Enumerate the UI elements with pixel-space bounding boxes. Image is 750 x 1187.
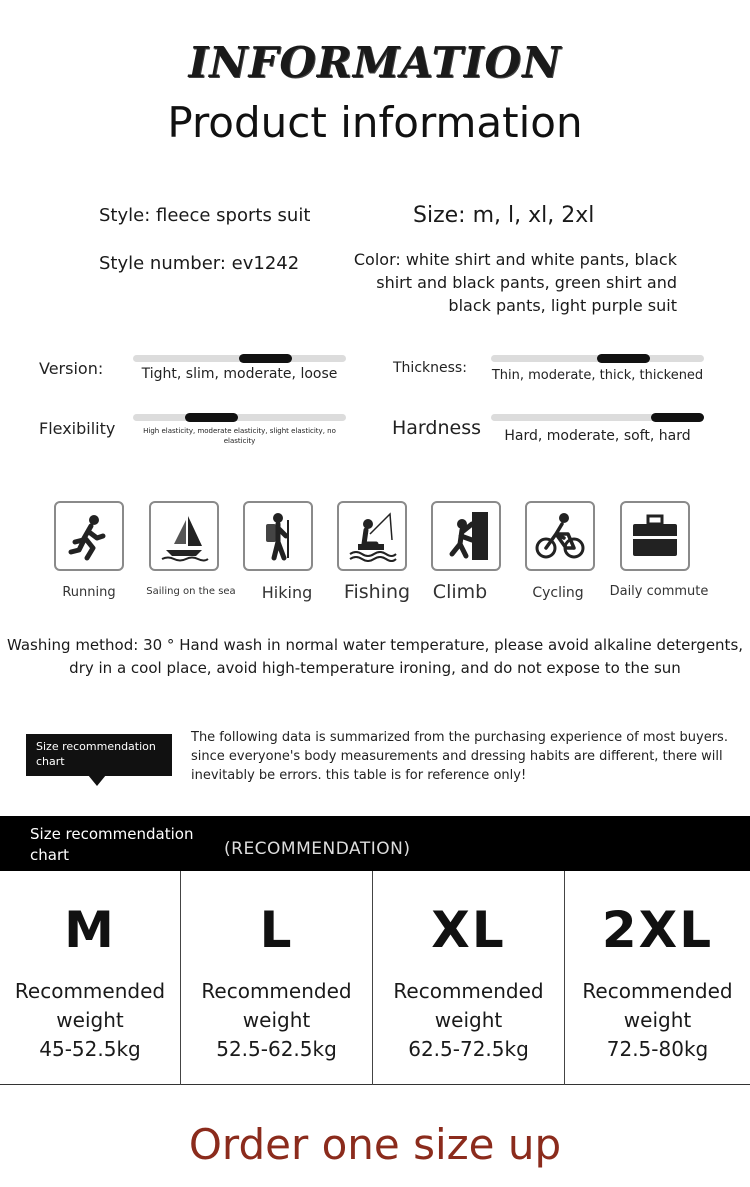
washing-method: Washing method: 30 ° Hand wash in normal water temperature, please avoid alkaline detergents, dry in a cool place, avoid high-temperature ironing, and do not expose to the sun [6,636,744,677]
weight-label: weight [623,1008,692,1032]
size-letter: XL [431,901,506,959]
flexibility-options: High elasticity, moderate elasticity, slight elasticity, no elasticity [143,427,336,445]
size-cell-l [180,871,372,1085]
hardness-scale [491,414,704,421]
size-grid [0,871,750,1085]
size-letter: M [64,901,116,959]
recommended-weight [181,977,372,1064]
activity-label-sailing: Sailing on the sea [146,586,236,597]
size-chart-header [0,816,750,871]
flexibility-track [133,414,346,421]
recommended-label: Recommended [201,979,352,1003]
size-letter: 2XL [601,901,714,959]
hardness-options: Hard, moderate, soft, hard [504,428,691,444]
briefcase-icon [620,501,690,571]
activity-label-cycling: Cycling [532,585,584,601]
weight-range: 72.5-80kg [606,1037,709,1061]
version-level [239,354,292,363]
thickness-options: Thin, moderate, thick, thickened [491,368,704,383]
sailing-icon [149,501,219,571]
size-cell-m [0,871,180,1085]
thickness-level [597,354,650,363]
hardness-track [491,414,704,421]
flexibility-level [185,413,238,422]
recommended-weight [565,977,750,1064]
thickness-track [491,355,704,362]
hardness-level [651,413,704,422]
size-recommendation-tag: Size recommendation chart [26,734,172,776]
color-text: Color: white shirt and white pants, black shirt and black pants, green shirt and black pants, light purple suit [353,250,677,315]
activity-label-climb: Climb [432,581,488,603]
weight-label: weight [56,1008,124,1032]
weight-label: weight [434,1008,503,1032]
reference-note: The following data is summarized from the purchasing experience of most buyers. since everyone's body measurements and dressing habits are different, there will inevitably be errors. this table is for reference only! [191,730,728,783]
activity-label-daily-commute: Daily commute [609,584,709,599]
recommended-weight [0,977,180,1064]
size-chart-subtitle: (RECOMMENDATION) [224,839,411,859]
version-track [133,355,346,362]
fishing-icon [337,501,407,571]
thickness-scale [491,355,704,362]
activity-label-hiking: Hiking [261,583,313,602]
weight-label: weight [242,1008,311,1032]
product-information-title: Product information [167,98,583,147]
recommended-label: Recommended [14,979,166,1003]
climbing-icon [431,501,501,571]
recommended-label: Recommended [393,979,544,1003]
recommended-weight [373,977,564,1064]
order-size-up-note: Order one size up [188,1120,562,1169]
version-options: Tight, slim, moderate, loose [141,366,338,382]
hardness-label: Hardness [392,417,481,439]
version-scale [133,355,346,362]
size-chart-title: Size recommendation chart [30,825,194,864]
weight-range: 45-52.5kg [39,1037,141,1061]
activity-label-running: Running [62,585,116,600]
version-label: Version: [39,359,104,378]
size-letter: L [259,901,294,959]
weight-range: 52.5-62.5kg [216,1037,337,1061]
style-number-text: Style number: ev1242 [99,253,300,274]
hiking-icon [243,501,313,571]
information-heading: INFORMATION [188,38,562,87]
thickness-label: Thickness: [393,360,467,376]
size-cell-2xl [564,871,750,1085]
cycling-icon [525,501,595,571]
tag-pointer [88,775,106,786]
style-text: Style: fleece sports suit [99,205,311,226]
size-text: Size: m, l, xl, 2xl [413,203,595,228]
recommended-label: Recommended [582,979,733,1003]
flexibility-scale [133,414,346,421]
activity-label-fishing: Fishing [343,581,411,603]
running-icon [54,501,124,571]
weight-range: 62.5-72.5kg [408,1037,529,1061]
flexibility-label: Flexibility [39,419,116,438]
size-cell-xl [372,871,564,1085]
